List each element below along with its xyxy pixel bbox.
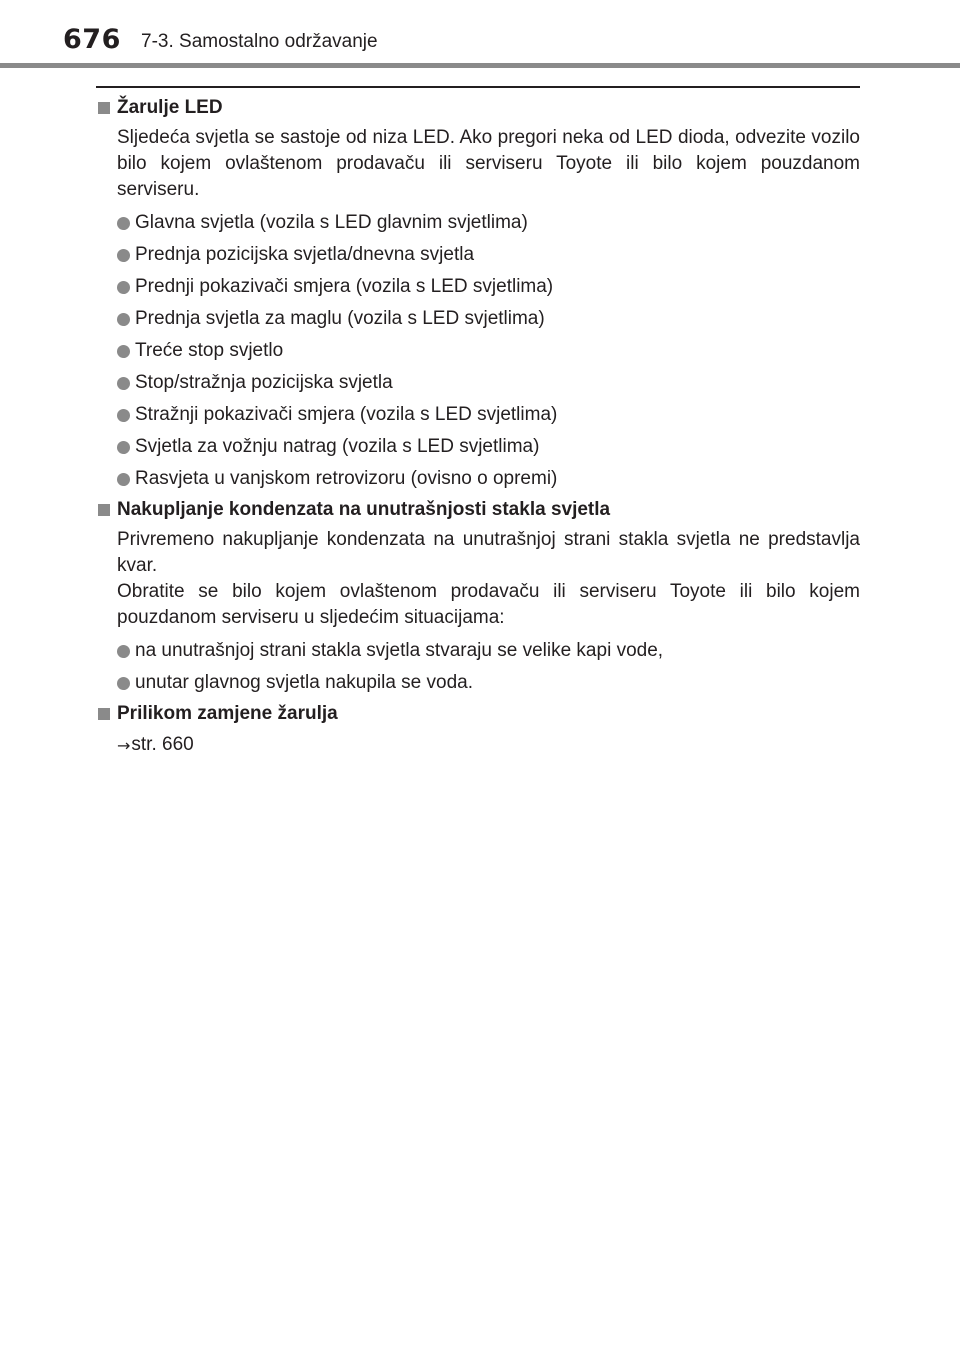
list-item: [117, 463, 860, 495]
list-item: [117, 667, 860, 699]
page-header: [0, 0, 960, 70]
bullet-list: [117, 207, 860, 495]
list-item-text: Stop/stražnja pozicijska svjetla: [135, 372, 393, 393]
list-item: [117, 399, 860, 431]
section-heading: [96, 94, 860, 122]
page-reference[interactable]: [117, 731, 860, 759]
section-heading-text: Žarulje LED: [117, 97, 223, 118]
right-arrow-icon: →: [117, 735, 131, 755]
round-bullet-icon: [117, 345, 130, 358]
page-number: 676: [63, 24, 121, 55]
list-item-text: Svjetla za vožnju natrag (vozila s LED svjetlima): [135, 436, 540, 457]
list-item: [117, 635, 860, 667]
section-heading: [96, 496, 860, 524]
list-item-text: Stražnji pokazivači smjera (vozila s LED svjetlima): [135, 404, 558, 425]
list-item: [117, 431, 860, 463]
paragraph: [117, 527, 860, 631]
list-item: [117, 239, 860, 271]
list-item: [117, 367, 860, 399]
round-bullet-icon: [117, 217, 130, 230]
list-item-text: Prednji pokazivači smjera (vozila s LED svjetlima): [135, 276, 554, 297]
round-bullet-icon: [117, 473, 130, 486]
list-item: [117, 335, 860, 367]
round-bullet-icon: [117, 645, 130, 658]
round-bullet-icon: [117, 281, 130, 294]
round-bullet-icon: [117, 377, 130, 390]
content-top-divider: [96, 86, 860, 88]
list-item-text: na unutrašnjoj strani stakla svjetla stvaraju se velike kapi vode,: [135, 640, 664, 661]
content: [96, 94, 860, 759]
square-bullet-icon: [98, 504, 110, 516]
bullet-list: [117, 635, 860, 699]
round-bullet-icon: [117, 677, 130, 690]
list-item: [117, 271, 860, 303]
square-bullet-icon: [98, 708, 110, 720]
section-heading-text: Prilikom zamjene žarulja: [117, 703, 338, 724]
header-divider: [0, 63, 960, 68]
list-item-text: Glavna svjetla (vozila s LED glavnim svjetlima): [135, 212, 528, 233]
section-heading: [96, 700, 860, 728]
list-item: [117, 303, 860, 335]
round-bullet-icon: [117, 249, 130, 262]
square-bullet-icon: [98, 102, 110, 114]
list-item: [117, 207, 860, 239]
paragraph-line: Obratite se bilo kojem ovlaštenom prodavaču ili serviseru Toyote ili bilo kojem pouzdanom serviseru u sljedećim situacijama:: [117, 581, 860, 628]
section-heading-text: Nakupljanje kondenzata na unutrašnjosti stakla svjetla: [117, 499, 611, 520]
paragraph-line: Privremeno nakupljanje kondenzata na unutrašnjoj strani stakla svjetla ne predstavlja kvar.: [117, 529, 860, 576]
list-item-text: Prednja pozicijska svjetla/dnevna svjetla: [135, 244, 475, 265]
section-title: 7-3. Samostalno održavanje: [141, 31, 378, 52]
round-bullet-icon: [117, 441, 130, 454]
round-bullet-icon: [117, 313, 130, 326]
paragraph: Sljedeća svjetla se sastoje od niza LED. Ako pregori neka od LED dioda, odvezite vozilo bilo kojem ovlaštenom prodavaču ili serviseru Toyote ili bilo kojem pouzdanom serviseru.: [117, 127, 860, 200]
list-item-text: Prednja svjetla za maglu (vozila s LED svjetlima): [135, 308, 545, 329]
list-item-text: Rasvjeta u vanjskom retrovizoru (ovisno o opremi): [135, 468, 558, 489]
round-bullet-icon: [117, 409, 130, 422]
list-item-text: unutar glavnog svjetla nakupila se voda.: [135, 672, 474, 693]
page-reference-text: str. 660: [131, 734, 194, 755]
list-item-text: Treće stop svjetlo: [135, 340, 284, 361]
